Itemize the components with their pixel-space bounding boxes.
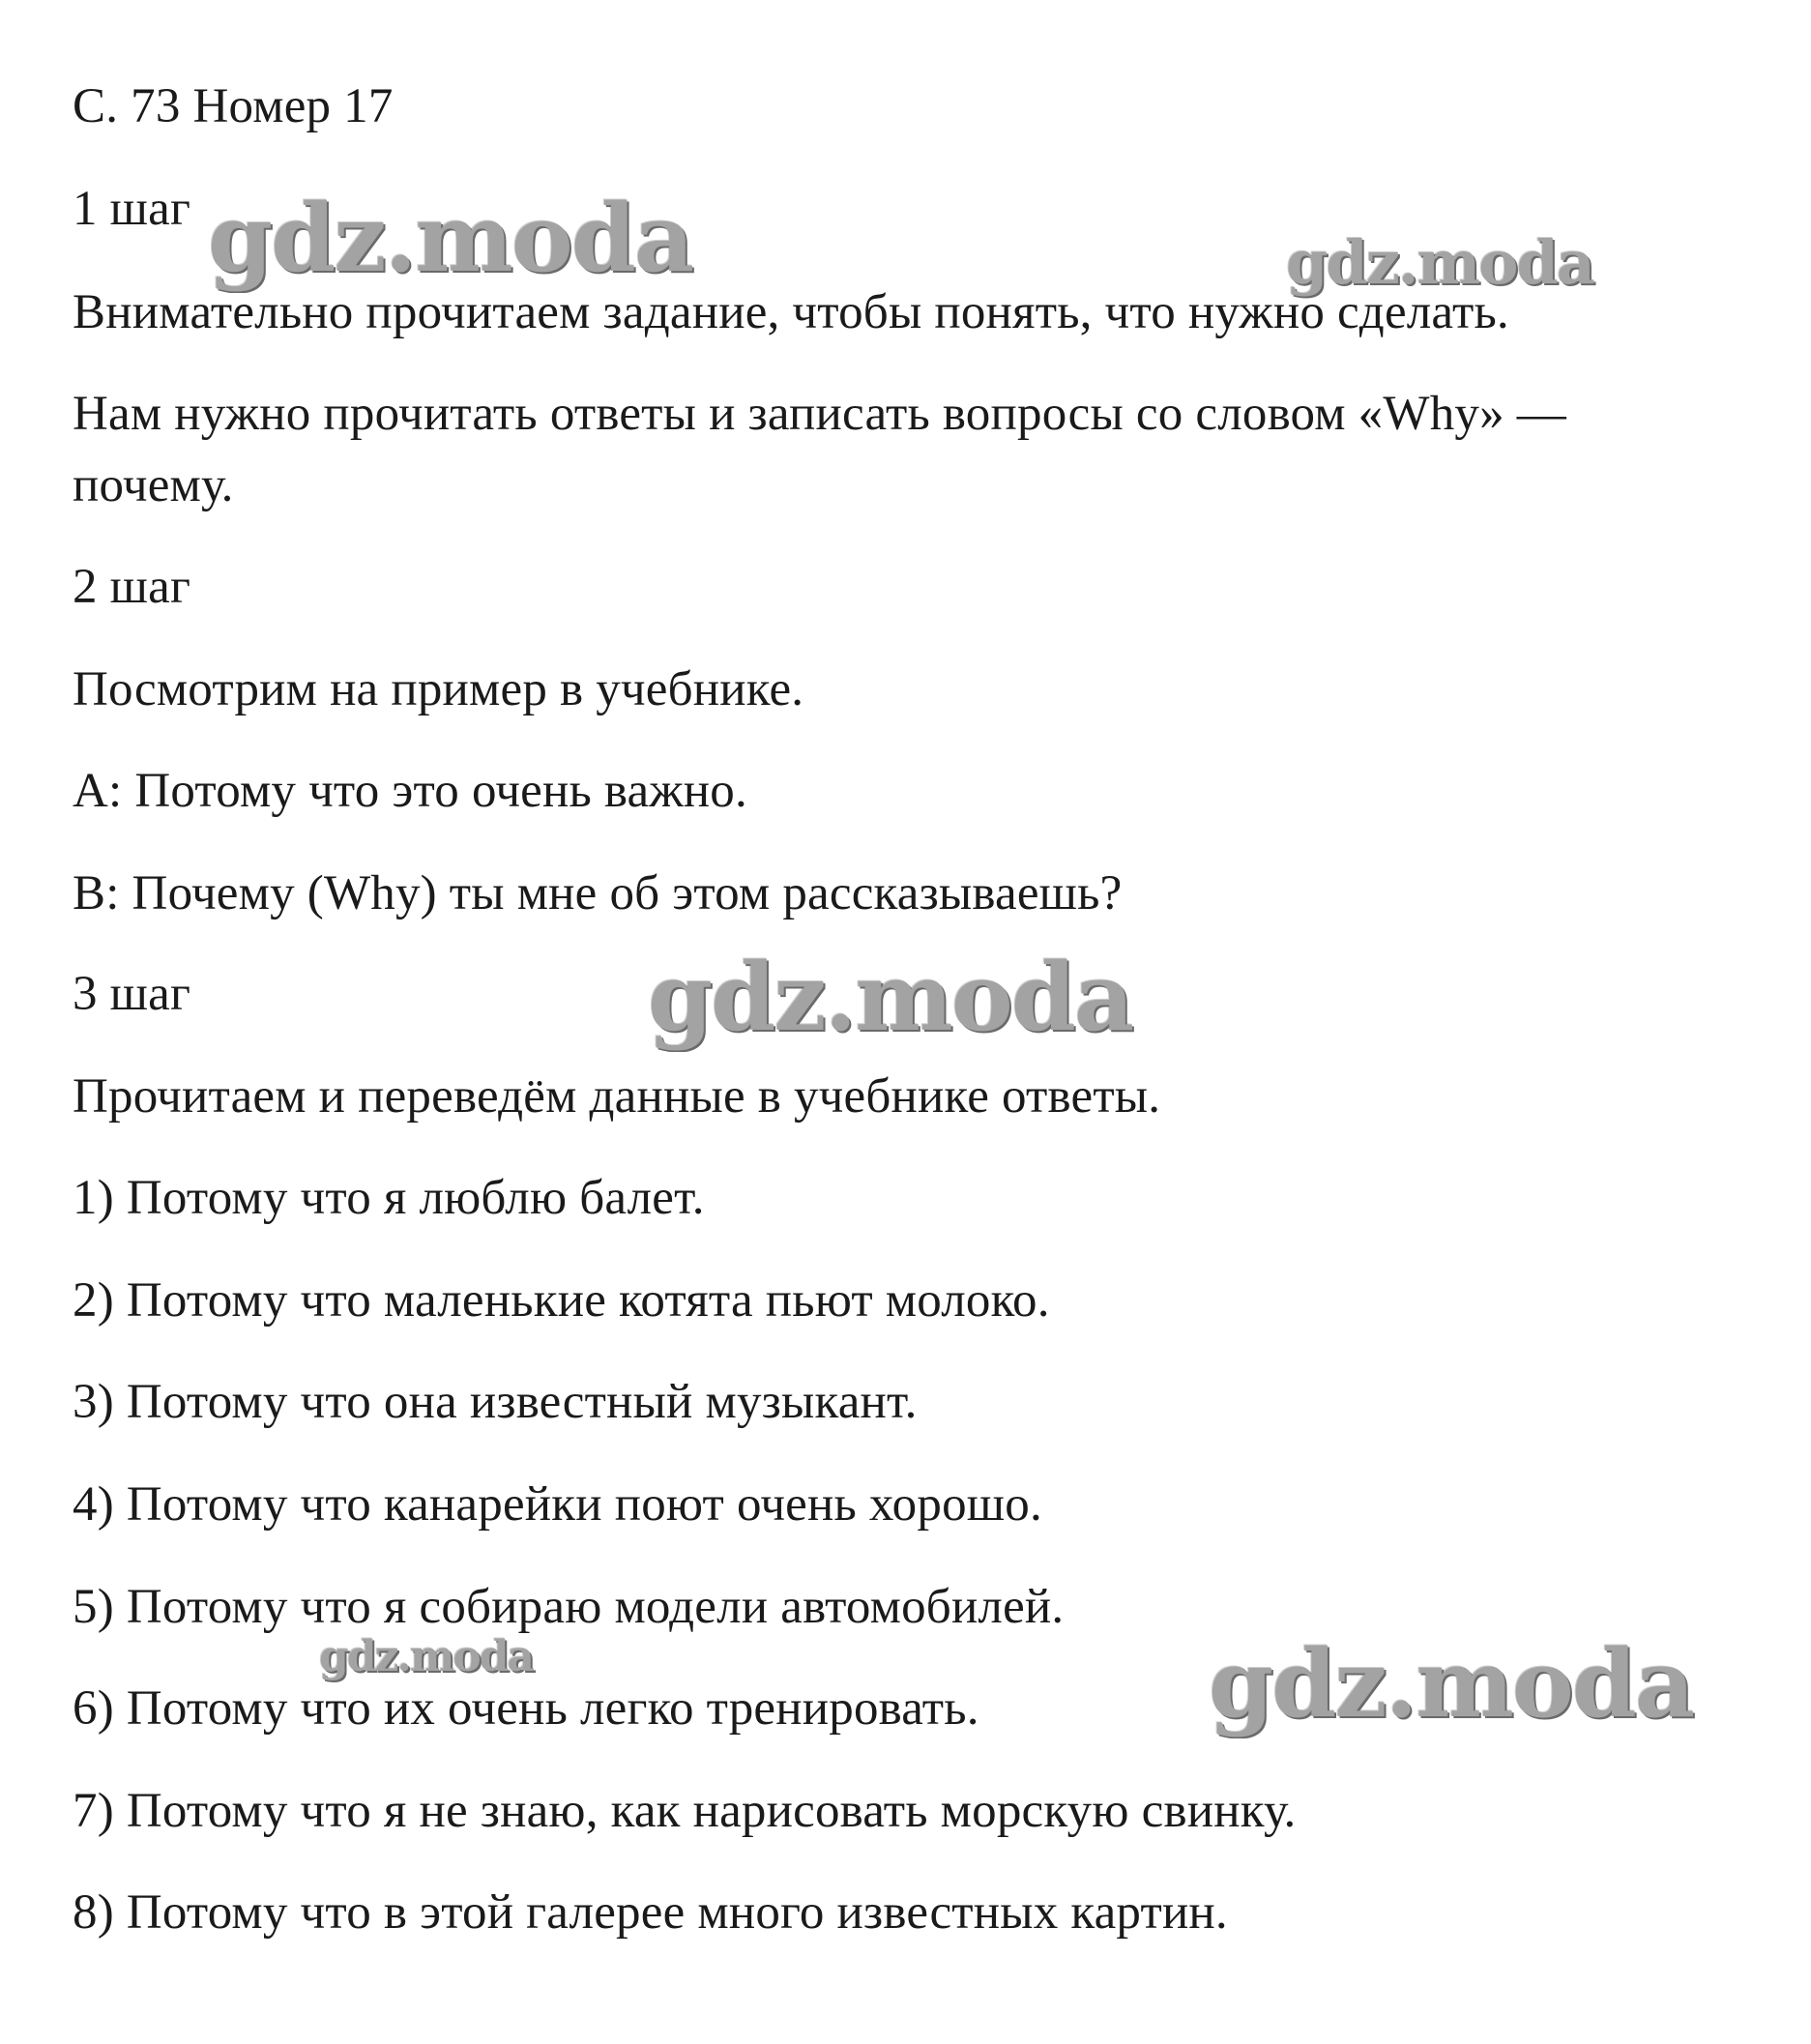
step-3-label: 3 шаг (73, 967, 191, 1021)
step-1-text: Внимательно прочитаем задание, чтобы понять, что нужно сделать. (73, 285, 1509, 339)
page-title: С. 73 Номер 17 (73, 79, 394, 133)
step-2-label: 2 шаг (73, 560, 191, 614)
answer-item: 7) Потому что я не знаю, как нарисовать морскую свинку. (73, 1784, 1297, 1838)
watermark: gdz.moda (1286, 227, 1593, 298)
example-b: B: Почему (Why) ты мне об этом рассказываешь? (73, 866, 1123, 920)
answer-item: 2) Потому что маленькие котята пьют молоко. (73, 1273, 1050, 1328)
answer-item: 1) Потому что я люблю балет. (73, 1171, 705, 1225)
watermark: gdz.moda (208, 184, 693, 293)
step-1-task-text: Нам нужно прочитать ответы и записать вопросы со словом «Why» — (73, 387, 1566, 441)
watermark: gdz.moda (1209, 1629, 1694, 1738)
watermark: gdz.moda (648, 943, 1133, 1052)
answer-item: 8) Потому что в этой галерее много известных картин. (73, 1885, 1228, 1940)
answer-item: 5) Потому что я собираю модели автомобилей. (73, 1580, 1065, 1634)
answer-item: 6) Потому что их очень легко тренировать. (73, 1681, 979, 1736)
step-3-text: Прочитаем и переведём данные в учебнике ответы. (73, 1069, 1161, 1124)
example-a: A: Потому что это очень важно. (73, 764, 747, 818)
step-2-text: Посмотрим на пример в учебнике. (73, 662, 804, 716)
watermark: gdz.moda (319, 1632, 534, 1681)
answer-item: 3) Потому что она известный музыкант. (73, 1375, 918, 1429)
answer-item: 4) Потому что канарейки поют очень хорошо. (73, 1477, 1042, 1532)
step-1-label: 1 шаг (73, 182, 191, 236)
step-1-task-text-cont: почему. (73, 458, 234, 512)
